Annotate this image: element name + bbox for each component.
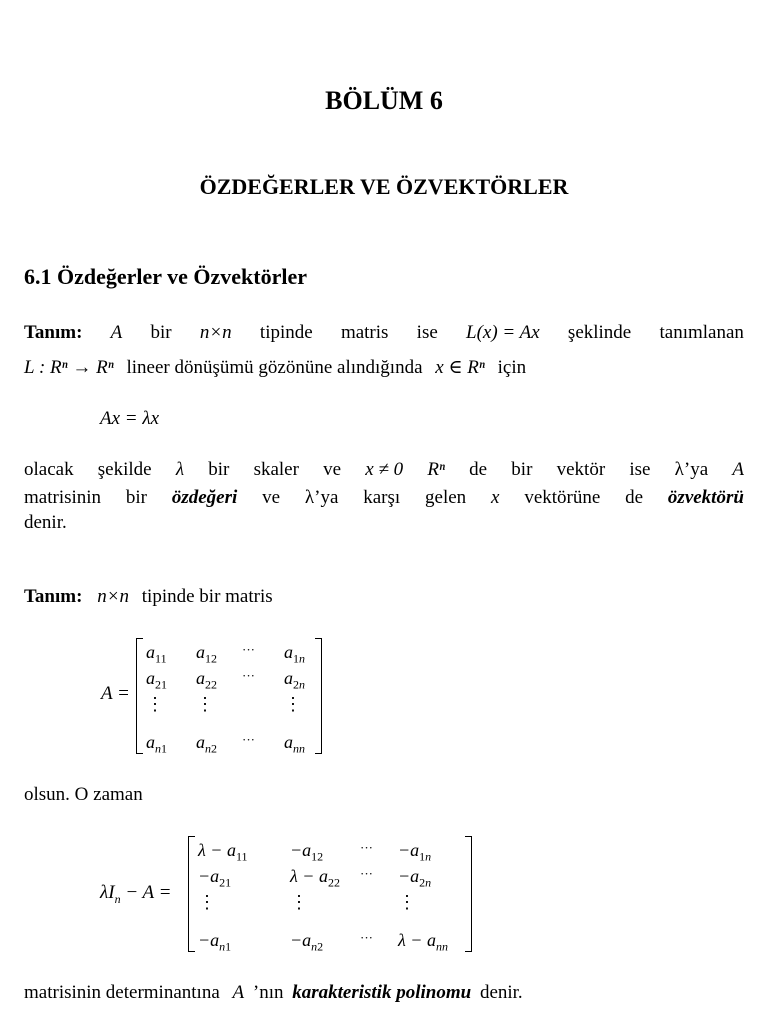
matrix-entry: $a_{22}$ [196,668,217,692]
term-eigenvector: özvektörü [667,487,744,508]
term-characteristic-polynomial: karakteristik polinomu [292,982,472,1003]
matrix-entry: ⋮ [146,694,164,714]
definition-label: Tanım: [24,586,83,607]
word: tipinde [259,322,313,343]
math-lambda: λ [175,459,185,480]
definition1-line2 [24,356,526,379]
matrix-A-lhs: A = [101,683,130,704]
final-line [24,982,523,1004]
right-bracket [315,638,322,754]
math-Rn: Rⁿ [427,459,445,480]
characteristic-matrix [188,836,472,952]
word: bir [511,459,533,480]
word: skaler [253,459,299,480]
final-text-e: denir. [479,982,523,1003]
eigen-equation: Ax = λx [100,408,160,429]
word: ise [629,459,651,480]
matrix-entry: ··· [360,930,373,945]
word: λ’ya [674,459,709,480]
math-x: x [491,487,500,508]
math-A: A [110,322,123,343]
math-transformation: L(x) = Ax [466,322,540,343]
math-nonzero: x ≠ 0 [365,459,404,480]
matrix-entry: $\lambda - a_{nn}$ [398,930,448,954]
term-eigenvalue: özdeğeri [171,487,238,508]
word: ve [262,487,281,508]
matrix-entry: $a_{12}$ [196,642,217,666]
matrix-entry: ⋮ [398,892,416,912]
definition1-line1 [24,322,744,344]
matrix-entry: $-a_{n2}$ [290,930,324,954]
matrix-entry: $a_{nn}$ [284,732,305,756]
matrix-entry: ⋮ [198,892,216,912]
matrix-entry: ··· [242,642,255,657]
matrix-entry: $-a_{1n}$ [398,840,432,864]
matrix-entry: ⋮ [196,694,214,714]
matrix-entry: ··· [242,732,255,747]
matrix-entry: $a_{1n}$ [284,642,305,666]
math-mapping: L : Rⁿ → Rⁿ [24,357,114,378]
math-A: A [232,982,245,1003]
chapter-title: ÖZDEĞERLER VE ÖZVEKTÖRLER [199,174,569,199]
word: vektör [556,459,606,480]
word: olacak [24,459,74,480]
math-nxn: n×n [199,322,232,343]
matrix-A [136,638,322,754]
definition1-line2-text: lineer dönüşümü gözönüne alındığında [126,357,423,378]
matrix-entry: $a_{n1}$ [146,732,167,756]
word: ve [323,459,342,480]
right-bracket [465,836,472,952]
definition-label: Tanım: [24,322,83,343]
olsun-line: olsun. O zaman [24,784,143,805]
matrix-entry: $-a_{n1}$ [198,930,232,954]
word: şekilde [97,459,152,480]
word: λ’ya [304,487,339,508]
matrix-entry: ··· [242,668,255,683]
final-text-c: ’nın [252,982,284,1003]
matrix-entry: $a_{n2}$ [196,732,217,756]
word: de [469,459,488,480]
matrix-entry: $-a_{2n}$ [398,866,432,890]
math-nxn: n×n [97,586,130,607]
matrix-entry: $\lambda - a_{22}$ [290,866,340,890]
matrix-entry: ⋮ [284,694,302,714]
math-A: A [732,459,744,480]
word: tanımlanan [659,322,744,343]
definition2-line [24,586,273,608]
word: karşı [363,487,401,508]
matrix-entry: ··· [360,840,373,855]
matrix-entry: $a_{21}$ [146,668,167,692]
chapter-heading: BÖLÜM 6 [325,86,443,115]
paragraph-line1 [24,459,744,481]
matrix-entry: $-a_{12}$ [290,840,324,864]
word: vektörüne [524,487,601,508]
matrix-entry: $-a_{21}$ [198,866,232,890]
paragraph-line2 [24,487,744,509]
word: bir [208,459,230,480]
word: ise [416,322,438,343]
word: matrisinin [24,487,102,508]
paragraph-line3: denir. [24,512,67,533]
char-matrix-lhs: $\lambda I_n - A$ = [100,882,172,906]
matrix-entry: $a_{2n}$ [284,668,305,692]
left-bracket [136,638,143,754]
matrix-entry: ⋮ [290,892,308,912]
word: bir [125,487,148,508]
word: şeklinde [567,322,632,343]
matrix-entry: $a_{11}$ [146,642,167,666]
word: de [625,487,644,508]
math-membership: x ∈ Rⁿ [435,357,485,378]
word: gelen [425,487,467,508]
word: matris [340,322,389,343]
matrix-entry: $\lambda - a_{11}$ [198,840,248,864]
final-text-a: matrisinin determinantına [24,982,220,1003]
definition2-text: tipinde bir matris [141,586,273,607]
matrix-entry: ··· [360,866,373,881]
definition1-line2-end: için [497,357,527,378]
word: bir [150,322,172,343]
left-bracket [188,836,195,952]
section-title: 6.1 Özdeğerler ve Özvektörler [24,264,308,289]
